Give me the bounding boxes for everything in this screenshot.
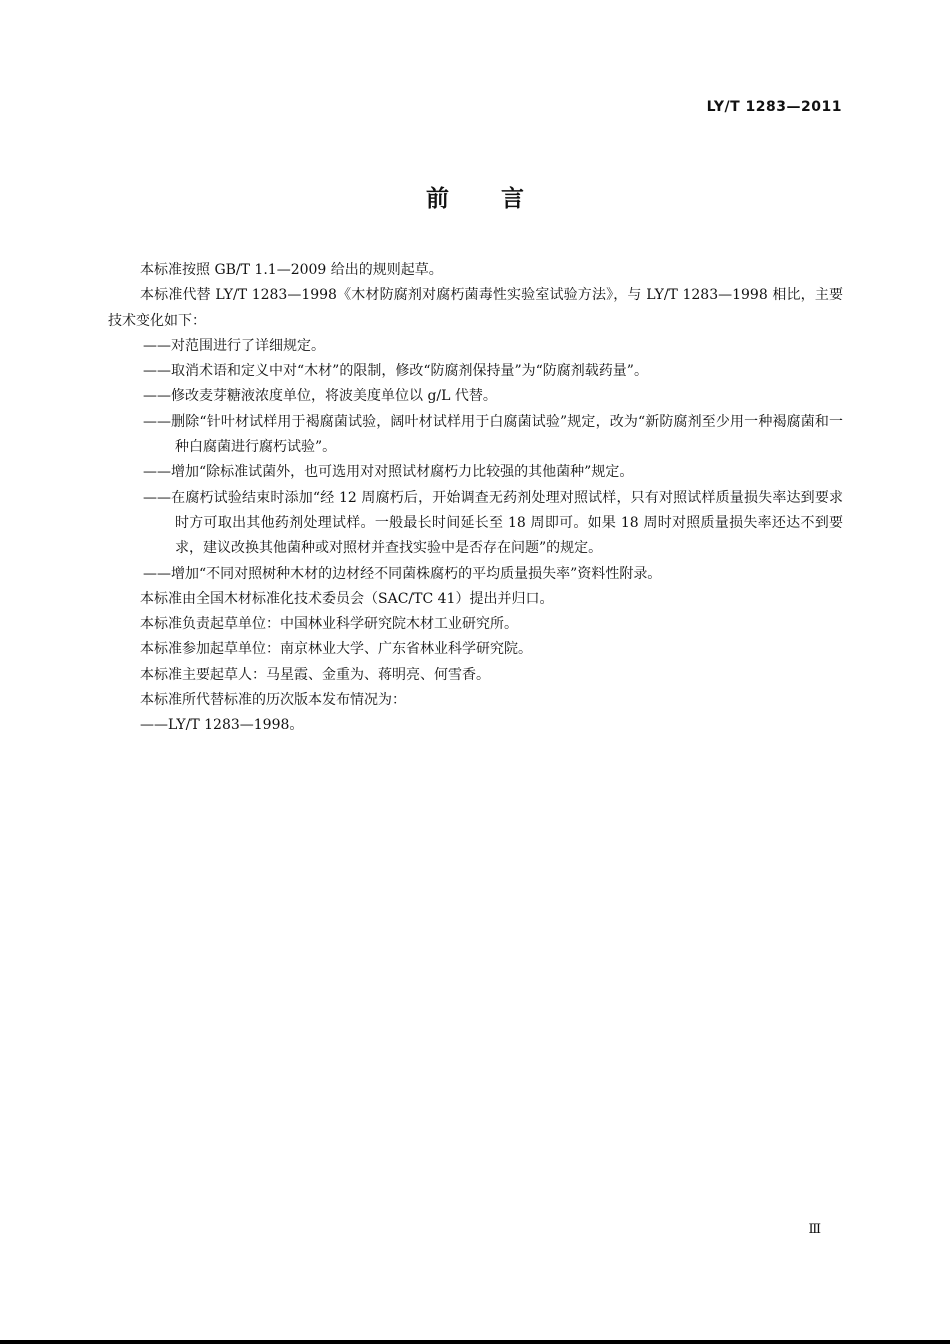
standard-number: LY/T 1283—2011 — [706, 99, 842, 115]
page-title — [0, 180, 950, 213]
paragraph-replacement: 本标准代替 LY/T 1283—1998《木材防腐剂对腐朽菌毒性实验室试验方法》，与 LY/T 1283—1998 相比，主要技术变化如下： — [108, 287, 843, 329]
change-item: ——删除“针叶材试样用于褐腐菌试验，阔叶材试样用于白腐菌试验”规定，改为“新防腐剂至少用一种褐腐菌和一种白腐菌进行腐朽试验”。 — [143, 413, 843, 456]
paragraph-participating-drafters: 本标准参加起草单位：南京林业大学、广东省林业科学研究院。 — [140, 641, 532, 658]
paragraph-drafting-rules: 本标准按照 GB/T 1.1—2009 给出的规则起草。 — [140, 262, 443, 278]
title-char-1: 前 — [426, 186, 449, 212]
history-item: ——LY/T 1283—1998。 — [140, 717, 304, 734]
paragraph-version-history: 本标准所代替标准的历次版本发布情况为： — [140, 692, 406, 709]
change-item: ——增加“不同对照树种木材的边材经不同菌株腐朽的平均质量损失率”资料性附录。 — [143, 565, 662, 582]
paragraph-lead-drafter: 本标准负责起草单位：中国林业科学研究院木材工业研究所。 — [140, 616, 518, 633]
change-item: ——取消术语和定义中对“木材”的限制，修改“防腐剂保持量”为“防腐剂载药量”。 — [143, 363, 648, 380]
change-item: ——修改麦芽糖液浓度单位，将波美度单位以 g/L 代替。 — [143, 388, 497, 405]
bottom-border — [0, 1340, 950, 1344]
title-char-2: 言 — [501, 186, 524, 212]
paragraph-main-authors: 本标准主要起草人：马星霞、金重为、蒋明亮、何雪香。 — [140, 666, 490, 683]
change-item: ——对范围进行了详细规定。 — [143, 337, 325, 354]
paragraph-committee: 本标准由全国木材标准化技术委员会（SAC/TC 41）提出并归口。 — [140, 590, 554, 607]
page-number: Ⅲ — [808, 1222, 821, 1237]
change-item: ——增加“除标准试菌外，也可选用对对照试材腐朽力比较强的其他菌种”规定。 — [143, 464, 634, 481]
change-item: ——在腐朽试验结束时添加“经 12 周腐朽后，开始调查无药剂处理对照试样，只有对照试样质量损失率达到要求时方可取出其他药剂处理试样。一般最长时间延长至 18 周即可。如果 18 周时对照质量损失率还达不到要求，建议改换其他菌种或对照材并查找实验中是否存在问题”的规定。 — [143, 489, 843, 557]
foreword-body — [108, 258, 843, 739]
